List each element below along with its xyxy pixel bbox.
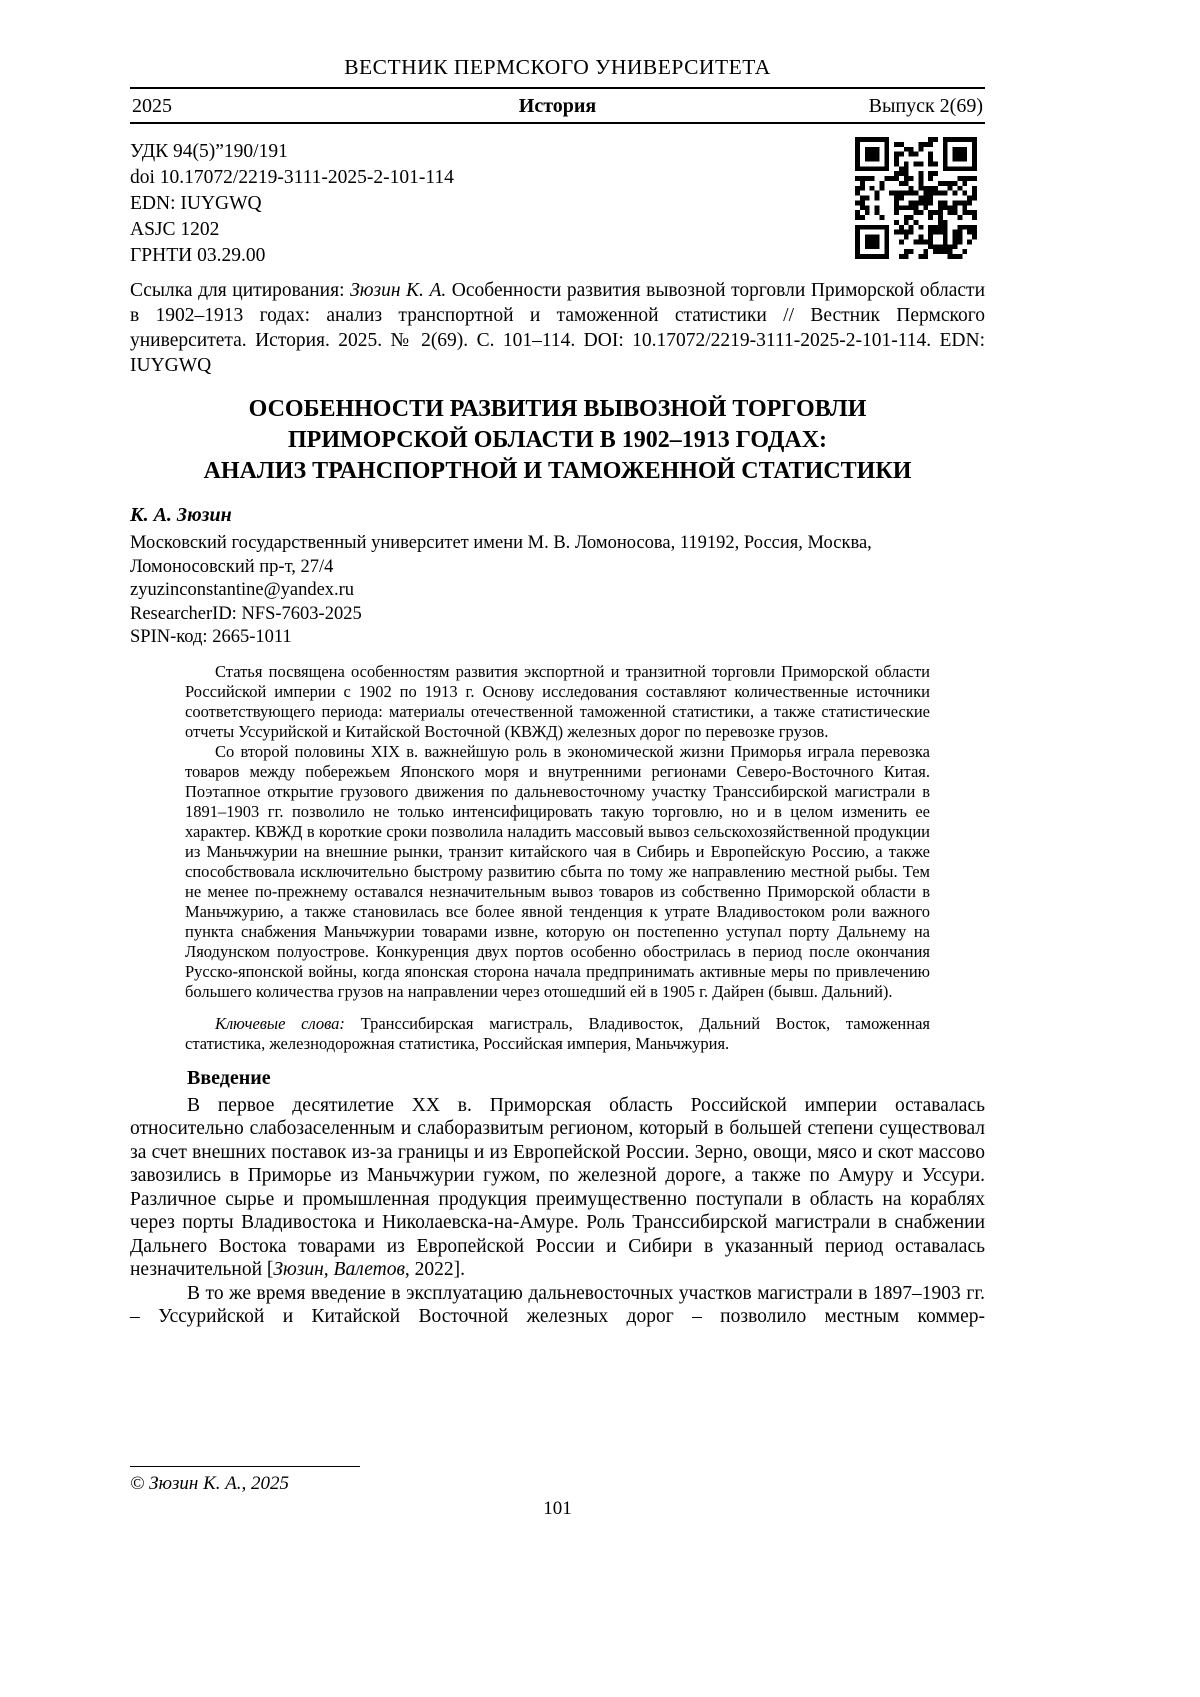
journal-section: История [518, 95, 597, 117]
citation-text: Особенности развития вывозной торговли Приморской области в 1902–1913 годах: анализ транспортной и таможенной статистики // Вестник Пермского университета. История. 2025. № 2(69). С. 101–114. DOI: 10.17072/2219-3111-2025-2-101-114. EDN: IUYGWQ [130, 280, 986, 376]
edn-line: EDN: IUYGWQ [130, 193, 262, 214]
affiliation-line-1: Московский государственный университет имени М. В. Ломоносова, 119192, Россия, Москва, [130, 533, 872, 553]
copyright-notice: © Зюзин К. А., 2025 [130, 1473, 290, 1494]
footer-rule [130, 1466, 360, 1467]
issue-year: 2025 [132, 95, 172, 117]
introduction-paragraph-1 [130, 1094, 985, 1282]
citation-label: Ссылка для цитирования: [130, 280, 351, 301]
issue-number: Выпуск 2(69) [868, 95, 984, 117]
author-email: zyuzinconstantine@yandex.ru [130, 580, 355, 600]
keywords-label: Ключевые слова: [215, 1013, 345, 1033]
udc-line: УДК 94(5)”190/191 [130, 141, 288, 162]
page-number: 101 [543, 1498, 572, 1519]
author-name: К. А. Зюзин [130, 504, 232, 526]
issue-row [130, 89, 985, 122]
affiliation-line-2: Ломоносовский пр-т, 27/4 [130, 556, 334, 577]
qr-code [855, 137, 977, 259]
intro-p1-citation: Зюзин, Валетов [273, 1259, 405, 1280]
keywords-paragraph [185, 1014, 930, 1054]
author-affiliation [130, 532, 985, 650]
abstract-paragraph-1: Статья посвящена особенностям развития экспортной и транзитной торговли Приморской области Российской империи с 1902 по 1913 г. Основу исследования составляют количественные источники соответствующего периода: материалы отечественной таможенной статистики, а также статистические отчеты Уссурийской и Китайской Восточной (КВЖД) железных дорог по перевозке грузов. [185, 661, 930, 741]
article-meta [130, 139, 454, 269]
intro-p1-tail: , 2022]. [404, 1259, 466, 1280]
intro-p1-text: В первое десятилетие XX в. Приморская область Российской империи оставалась относительно слабозаселенным и слаборазвитым регионом, который в большей степени существовал за счет внешних поставок из-за границы и из Европейской России. Зерно, овощи, мясо и скот массово завозились в Приморье из Маньчжурии гужом, по железной дороге, а также по Амуру и Уссури. Различное сырье и промышленная продукция преимущественно поступали в область на кораблях через порты Владивостока и Николаевска-на-Амуре. Роль Транссибирской магистрали в снабжении Дальнего Востока товарами из Европейской России и Сибири в указанный период оставалась незначительной [ [130, 1094, 985, 1280]
title-line-2: ПРИМОРСКОЙ ОБЛАСТИ В 1902–1913 ГОДАХ: [287, 427, 828, 453]
asjc-line: ASJC 1202 [130, 219, 220, 240]
doi-line: doi 10.17072/2219-3111-2025-2-101-114 [130, 167, 454, 188]
article-title [130, 394, 985, 487]
introduction-paragraph-2: В то же время введение в эксплуатацию дальневосточных участков магистрали в 1897–1903 гг. – Уссурийской и Китайской Восточной железных дорог – позволило местным коммер- [130, 1282, 985, 1327]
title-line-1: ОСОБЕННОСТИ РАЗВИТИЯ ВЫВОЗНОЙ ТОРГОВЛИ [248, 396, 867, 422]
meta-area [130, 139, 985, 269]
grnti-line: ГРНТИ 03.29.00 [130, 245, 266, 266]
citation-paragraph [130, 278, 985, 378]
abstract [185, 662, 930, 1002]
page-footer [130, 1466, 985, 1520]
author-spin-code: SPIN-код: 2665-1011 [130, 627, 292, 647]
title-line-3: АНАЛИЗ ТРАНСПОРТНОЙ И ТАМОЖЕННОЙ СТАТИСТИКИ [203, 458, 912, 484]
abstract-paragraph-2: Со второй половины XIX в. важнейшую роль в экономической жизни Приморья играла перевозка товаров между побережьем Японского моря и внутренними регионами Северо-Восточного Китая. Поэтапное открытие грузового движения по дальневосточному участку Транссибирской магистрали в 1891–1903 гг. позволило не только интенсифицировать такую торговлю, но и в целом изменить ее характер. КВЖД в короткие сроки позволила наладить массовый вывоз сельскохозяйственной продукции из Маньчжурии на внешние рынки, транзит китайского чая в Сибирь и Европейскую Россию, а также способствовала исключительно быстрому развитию сбыта по тому же направлению местной рыбы. Тем не менее по-прежнему оставался незначительным вывоз товаров из собственно Приморской области в Маньчжурию, а также становилась все более явной тенденция к утрате Владивостоком роли важного пункта снабжения Маньчжурии товарами извне, которую он постепенно уступал порту Дальнему на Ляодунском полуострове. Конкуренция двух портов особенно обострилась в период после окончания Русско-японской войны, когда японская сторона начала предпринимать активные меры по привлечению большего количества грузов на направлении через отошедший ей в 1905 г. Дайрен (бывш. Дальний). [185, 741, 930, 1001]
keywords-text: Транссибирская магистраль, Владивосток, Дальний Восток, таможенная статистика, железнодорожная статистика, Российская империя, Маньчжурия. [185, 1013, 930, 1053]
introduction-heading: Введение [187, 1066, 271, 1089]
author-researcher-id: ResearcherID: NFS-7603-2025 [130, 603, 362, 624]
journal-masthead: ВЕСТНИК ПЕРМСКОГО УНИВЕРСИТЕТА [344, 55, 771, 79]
header-rule-bottom [130, 122, 985, 124]
citation-authors: Зюзин К. А. [350, 280, 447, 301]
